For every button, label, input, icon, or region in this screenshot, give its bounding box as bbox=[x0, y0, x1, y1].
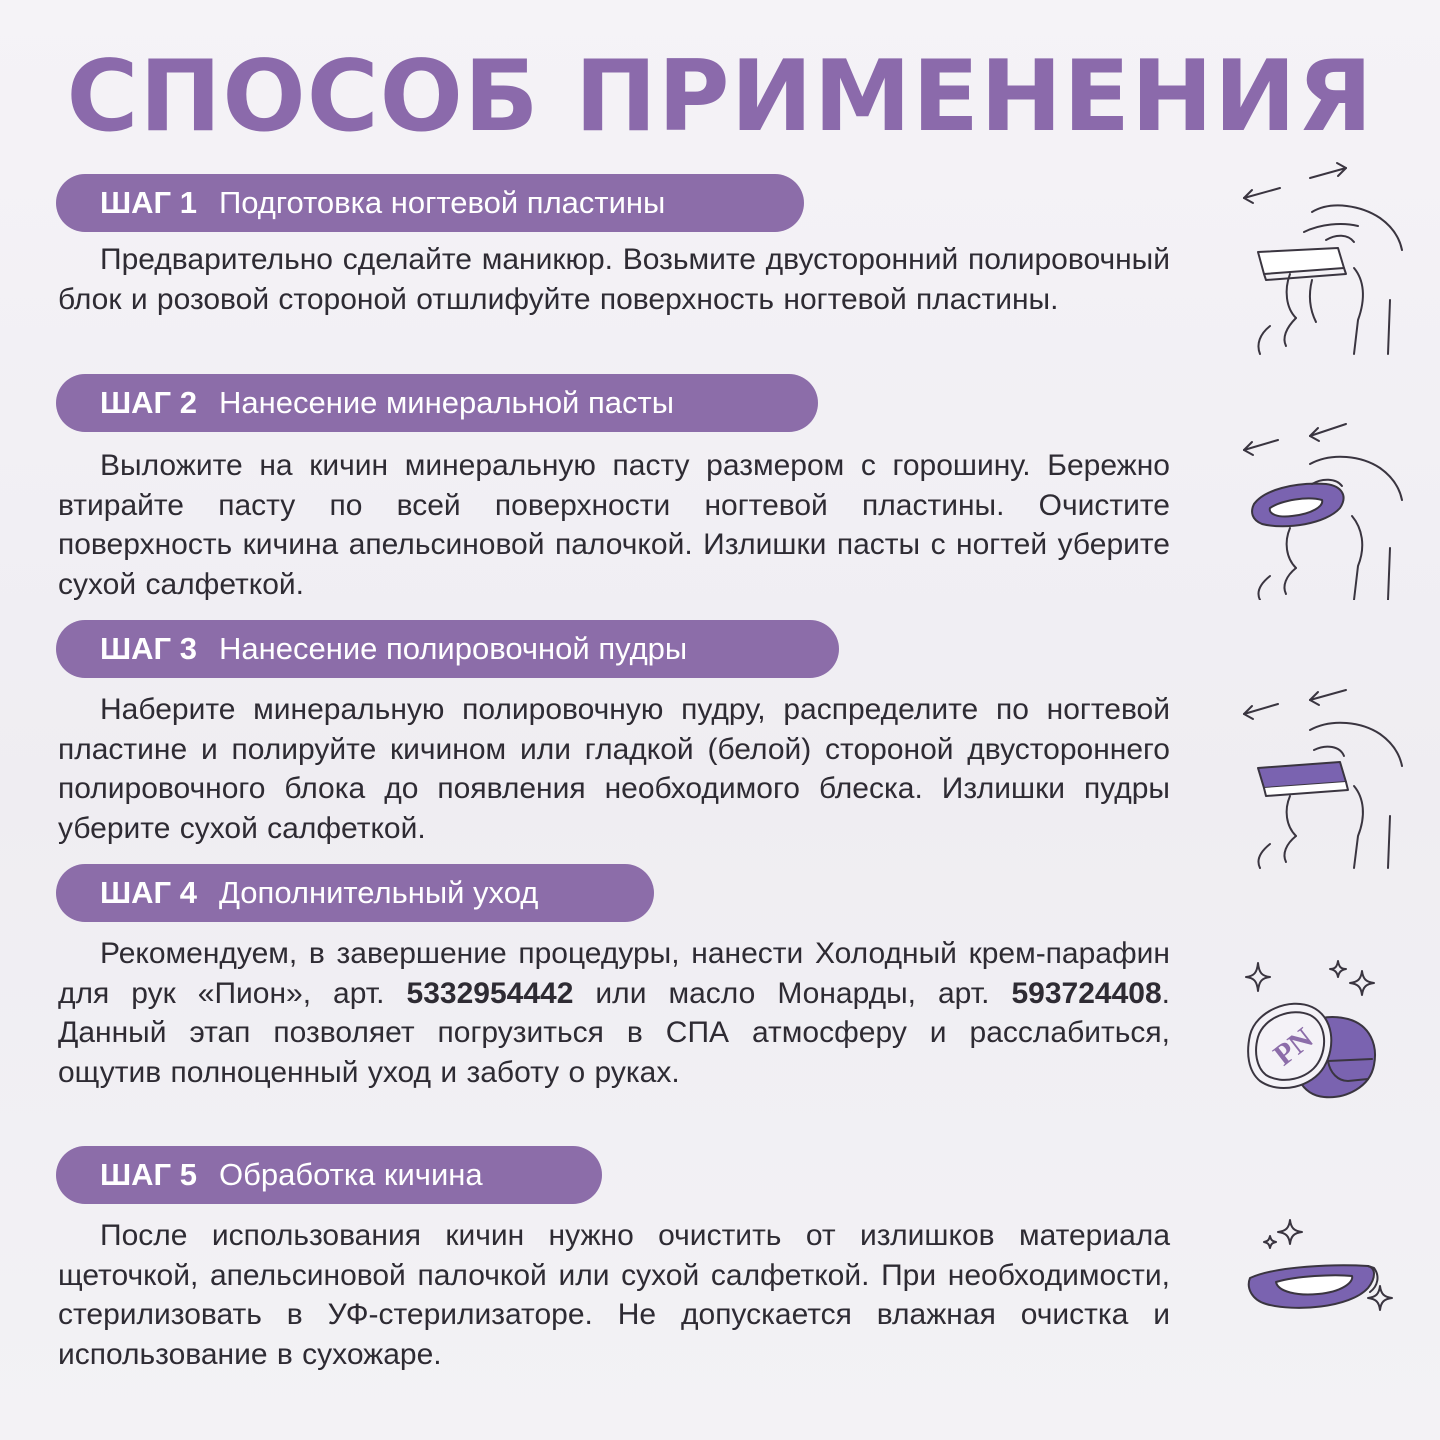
step-5-title: Обработка кичина bbox=[218, 1157, 483, 1192]
step-3-text: Наберите минеральную полировочную пудру, распределите по ногтевой пластине и полируйте кичином или гладкой (белой) стороной двустороннего полировочного блока до появления необходимого блеска. Излишки пудры уберите сухой салфеткой. bbox=[58, 693, 1170, 845]
step-2-pill bbox=[56, 374, 818, 432]
step-4-text-middle: или масло Монарды, арт. bbox=[573, 976, 1012, 1010]
step-3-title: Нанесение полировочной пудры bbox=[218, 631, 688, 666]
step-5-number: ШАГ 5 bbox=[100, 1157, 197, 1192]
kichin-sparkle-icon bbox=[1236, 1210, 1406, 1330]
jar-logo: PN bbox=[1267, 1021, 1320, 1073]
step-1-number: ШАГ 1 bbox=[100, 185, 197, 220]
hands-kichin-icon bbox=[1230, 400, 1410, 600]
step-1-pill bbox=[56, 174, 804, 232]
step-2-number: ШАГ 2 bbox=[100, 385, 197, 420]
step-4-number: ШАГ 4 bbox=[100, 875, 197, 910]
step-3-number: ШАГ 3 bbox=[100, 631, 197, 666]
step-4-text-before: Рекомендуем, в завершение процедуры, нанести Холодный крем-парафин для рук «Пион», арт. bbox=[58, 937, 1170, 1010]
step-4-article-2: 593724408 bbox=[1011, 976, 1162, 1010]
step-1-title: Подготовка ногтевой пластины bbox=[218, 185, 666, 220]
page-title: СПОСОБ ПРИМЕНЕНИЯ bbox=[66, 40, 1374, 154]
step-2-title: Нанесение минеральной пасты bbox=[218, 385, 674, 420]
step-4-title: Дополнительный уход bbox=[218, 875, 539, 910]
step-2-text: Выложите на кичин минеральную пасту размером с горошину. Бережно втирайте пасту по всей поверхности ногтевой пластины. Очистите поверхность кичина апельсиновой палочкой. Излишки пасты с ногтей уберите сухой салфеткой. bbox=[58, 449, 1170, 601]
hands-polishing-block-icon bbox=[1230, 670, 1410, 870]
step-4-pill bbox=[56, 864, 654, 922]
step-1-text: Предварительно сделайте маникюр. Возьмите двусторонний полировочный блок и розовой стороной отшлифуйте поверхность ногтевой пластины. bbox=[58, 243, 1170, 316]
step-3-pill bbox=[56, 620, 839, 678]
step-4-text-after: . Данный этап позволяет погрузиться в СПА атмосферу и расслабиться, ощутив полноценный уход и заботу о руках. bbox=[58, 976, 1170, 1089]
step-4-text bbox=[58, 934, 1170, 1092]
hands-buffer-block-icon bbox=[1230, 150, 1410, 360]
step-4-article-1: 5332954442 bbox=[406, 976, 574, 1010]
step-5-pill bbox=[56, 1146, 602, 1204]
cream-jar-icon bbox=[1228, 955, 1408, 1115]
step-5-text: После использования кичин нужно очистить от излишков материала щеточкой, апельсиновой палочкой или сухой салфеткой. При необходимости, стерилизовать в УФ-стерилизаторе. Не допускается влажная очистка и использование в сухожаре. bbox=[58, 1219, 1170, 1371]
